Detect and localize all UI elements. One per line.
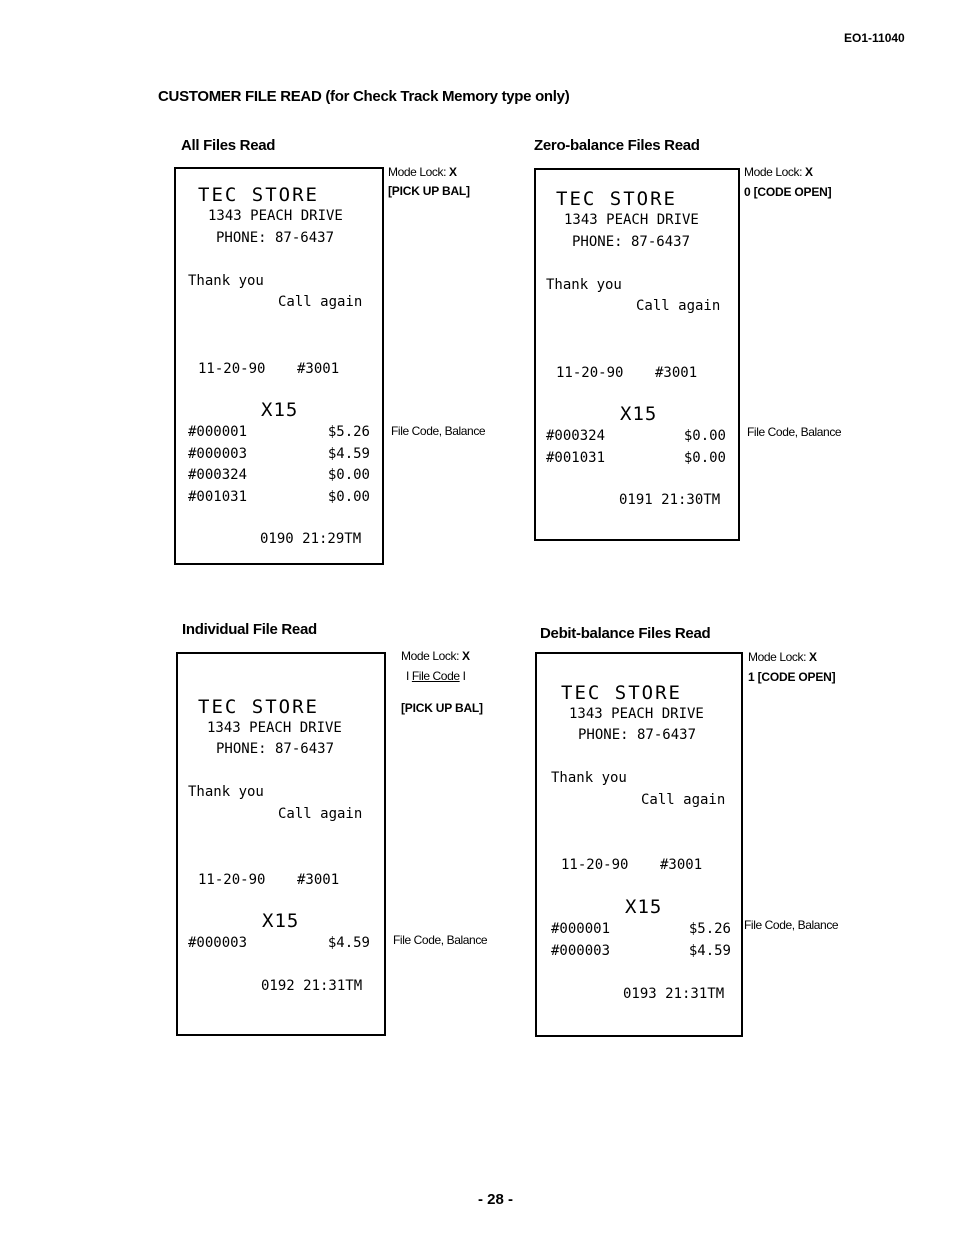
- document-id: EO1-11040: [844, 31, 905, 45]
- receipt-balance: $0.00: [327, 467, 370, 483]
- receipt-check-number: #3001: [297, 872, 340, 888]
- mode-lock-value: X: [808, 650, 817, 664]
- receipt-file-code: #001031: [188, 489, 248, 505]
- receipt-debit-balance: [535, 652, 743, 1037]
- receipt-store-name: TEC STORE: [556, 188, 677, 210]
- mode-lock-note: [388, 165, 457, 179]
- file-code-label: File Code: [411, 669, 460, 683]
- receipt-store-name: TEC STORE: [198, 696, 319, 718]
- receipt-individual: [176, 652, 386, 1036]
- receipt-file-code: #000003: [188, 446, 248, 462]
- receipt-file-code: #000001: [551, 921, 611, 937]
- receipt-footer: 0191 21:30TM: [619, 492, 721, 508]
- receipt-footer: 0192 21:31TM: [261, 978, 363, 994]
- key-sequence: 0 [CODE OPEN]: [744, 185, 832, 199]
- key-sequence: 1 [CODE OPEN]: [748, 670, 836, 684]
- file-code-suffix: I: [462, 669, 466, 683]
- page-title: CUSTOMER FILE READ (for Check Track Memory type only): [158, 88, 570, 105]
- receipt-file-code: #000003: [551, 943, 611, 959]
- receipt-address: 1343 PEACH DRIVE: [207, 720, 342, 736]
- receipt-phone: PHONE: 87-6437: [216, 741, 335, 757]
- receipt-check-number: #3001: [297, 361, 340, 377]
- file-code-entry: [406, 669, 466, 683]
- receipt-thanks: Thank you: [188, 273, 264, 289]
- receipt-x15: X15: [625, 896, 663, 918]
- receipt-address: 1343 PEACH DRIVE: [208, 208, 343, 224]
- receipt-date: 11-20-90: [556, 365, 624, 381]
- receipt-phone: PHONE: 87-6437: [572, 234, 691, 250]
- mode-lock-label: Mode Lock:: [748, 650, 807, 664]
- side-note: File Code, Balance: [393, 933, 488, 947]
- receipt-file-code: #001031: [546, 450, 606, 466]
- receipt-all-files: [174, 167, 384, 565]
- receipt-call-again: Call again: [278, 294, 363, 310]
- side-note: File Code, Balance: [744, 918, 839, 932]
- receipt-file-code: #000001: [188, 424, 248, 440]
- page-number: - 28 -: [478, 1191, 514, 1208]
- receipt-thanks: Thank you: [546, 277, 622, 293]
- mode-lock-note: [748, 650, 817, 664]
- receipt-footer: 0193 21:31TM: [623, 986, 725, 1002]
- receipt-x15: X15: [620, 403, 658, 425]
- receipt-file-code: #000324: [188, 467, 248, 483]
- receipt-balance: $4.59: [327, 446, 370, 462]
- receipt-zero-balance: [534, 168, 740, 541]
- mode-lock-label: Mode Lock:: [744, 165, 803, 179]
- receipt-file-code: #000324: [546, 428, 606, 444]
- mode-lock-note: [744, 165, 813, 179]
- receipt-balance: $5.26: [327, 424, 370, 440]
- side-note: File Code, Balance: [747, 425, 842, 439]
- receipt-address: 1343 PEACH DRIVE: [569, 706, 704, 722]
- side-note: File Code, Balance: [391, 424, 486, 438]
- receipt-check-number: #3001: [660, 857, 703, 873]
- section-title-zero-balance: Zero-balance Files Read: [534, 137, 700, 154]
- receipt-check-number: #3001: [655, 365, 698, 381]
- mode-lock-value: X: [804, 165, 813, 179]
- mode-lock-label: Mode Lock:: [388, 165, 447, 179]
- receipt-call-again: Call again: [641, 792, 726, 808]
- receipt-balance: $0.00: [327, 489, 370, 505]
- receipt-balance: $5.26: [688, 921, 731, 937]
- receipt-balance: $4.59: [327, 935, 370, 951]
- receipt-store-name: TEC STORE: [561, 682, 682, 704]
- receipt-footer: 0190 21:29TM: [260, 531, 362, 547]
- receipt-thanks: Thank you: [188, 784, 264, 800]
- receipt-phone: PHONE: 87-6437: [216, 230, 335, 246]
- receipt-date: 11-20-90: [561, 857, 629, 873]
- receipt-phone: PHONE: 87-6437: [578, 727, 697, 743]
- mode-lock-value: X: [448, 165, 457, 179]
- receipt-x15: X15: [262, 910, 300, 932]
- key-sequence: [PICK UP BAL]: [401, 701, 483, 715]
- receipt-balance: $4.59: [688, 943, 731, 959]
- section-title-individual: Individual File Read: [182, 621, 317, 638]
- mode-lock-value: X: [461, 649, 470, 663]
- receipt-balance: $0.00: [683, 450, 726, 466]
- receipt-date: 11-20-90: [198, 361, 266, 377]
- section-title-all-files: All Files Read: [181, 137, 276, 154]
- section-title-debit-balance: Debit-balance Files Read: [540, 625, 711, 642]
- receipt-address: 1343 PEACH DRIVE: [564, 212, 699, 228]
- receipt-call-again: Call again: [636, 298, 721, 314]
- key-sequence: [PICK UP BAL]: [388, 184, 470, 198]
- mode-lock-label: Mode Lock:: [401, 649, 460, 663]
- receipt-store-name: TEC STORE: [198, 184, 319, 206]
- receipt-call-again: Call again: [278, 806, 363, 822]
- receipt-thanks: Thank you: [551, 770, 627, 786]
- receipt-date: 11-20-90: [198, 872, 266, 888]
- receipt-file-code: #000003: [188, 935, 248, 951]
- file-code-prefix: I: [406, 669, 409, 683]
- receipt-x15: X15: [261, 399, 299, 421]
- mode-lock-note: [401, 649, 470, 663]
- receipt-balance: $0.00: [683, 428, 726, 444]
